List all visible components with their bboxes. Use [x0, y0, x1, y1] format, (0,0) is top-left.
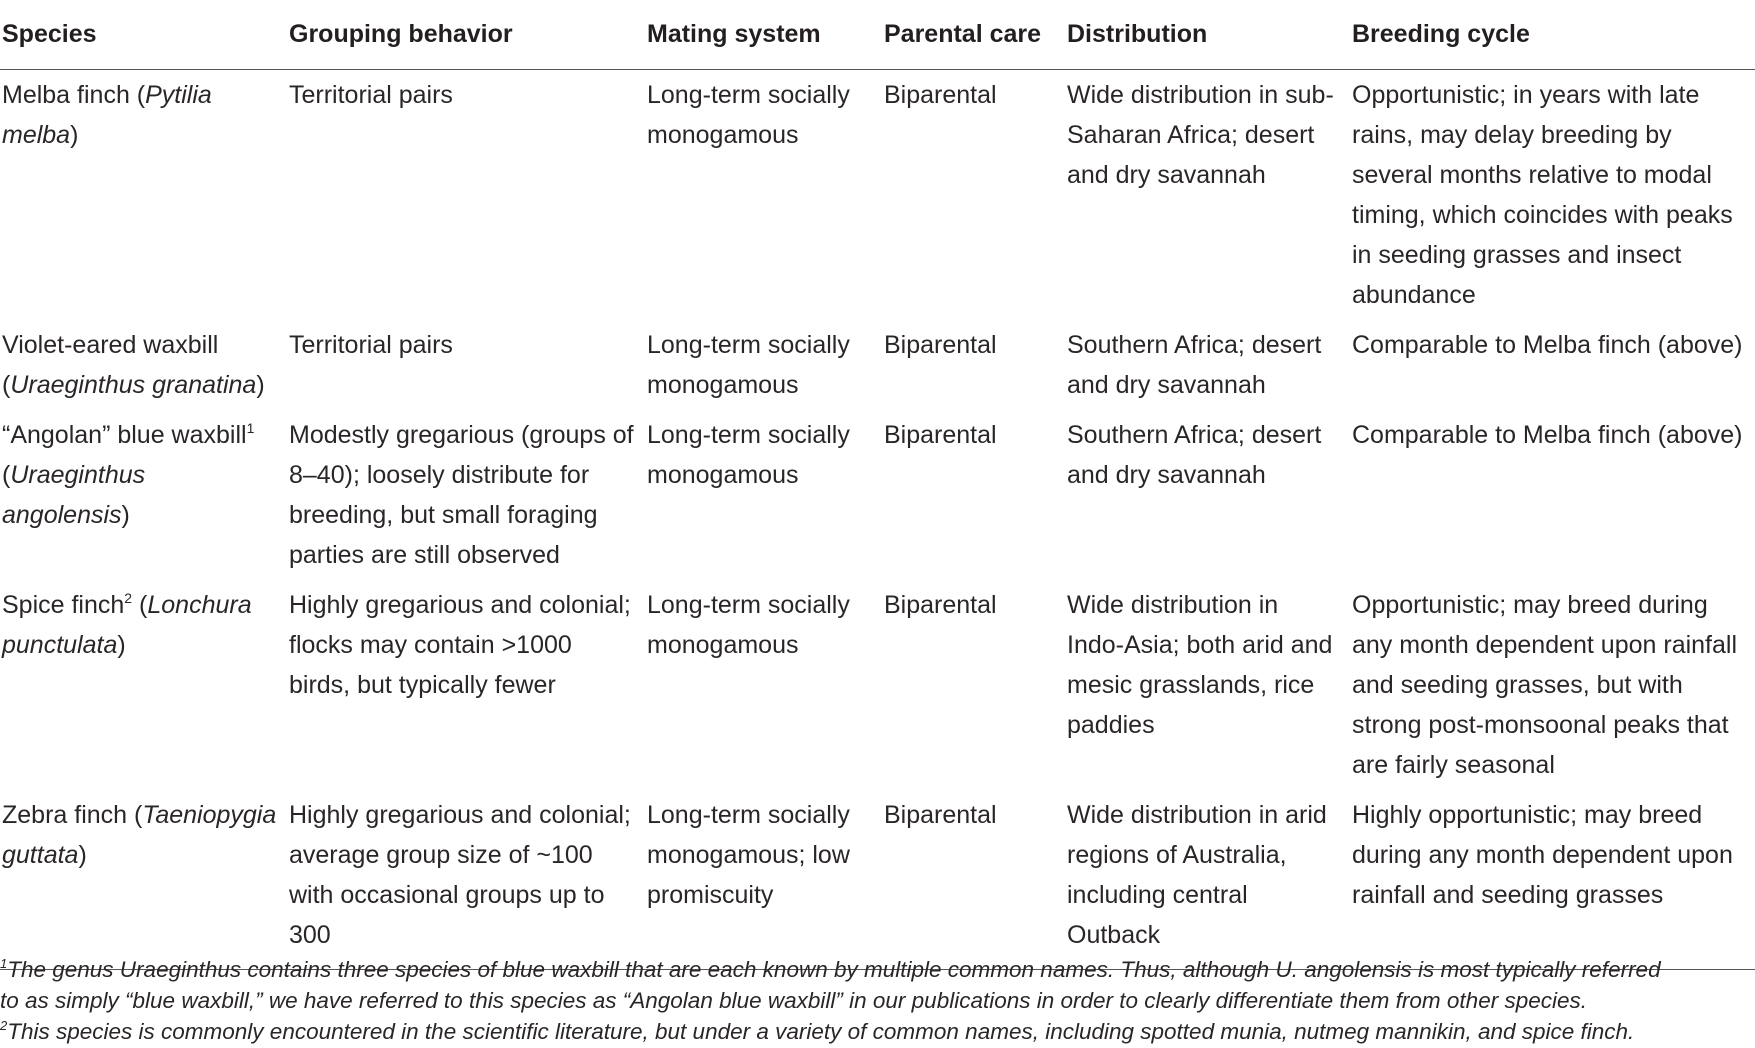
common-name: Zebra finch ( [2, 801, 143, 829]
care-cell: Biparental [884, 421, 997, 449]
mating-cell: Long-term socially monogamous [647, 81, 850, 149]
species-cell [0, 578, 287, 788]
opening-paren: ( [132, 591, 148, 619]
distribution-cell: Southern Africa; desert and dry savannah [1067, 421, 1322, 489]
closing-paren: ) [70, 121, 79, 149]
table-footnotes [0, 954, 1755, 1047]
species-cell [0, 318, 287, 408]
table-row [0, 318, 1755, 408]
care-cell: Biparental [884, 331, 997, 359]
table-row [0, 578, 1755, 788]
footnote-2-mark: 2 [0, 1018, 8, 1033]
footnote-1-text: The genus Uraeginthus contains three species of blue waxbill that are each known by multiple common names. Thus, although U. angolensis is most typically referred [7, 957, 1661, 982]
mating-cell: Long-term socially monogamous [647, 331, 850, 399]
grouping-cell: Territorial pairs [289, 331, 453, 359]
grouping-cell: Territorial pairs [289, 81, 453, 109]
care-cell: Biparental [884, 591, 997, 619]
scientific-name: Lonchura punctulata [2, 591, 252, 659]
header-mating-system: Mating system [645, 0, 882, 70]
table-row [0, 408, 1755, 578]
table-body [0, 70, 1755, 970]
mating-cell: Long-term socially monogamous; low promiscuity [645, 788, 882, 970]
species-cell [0, 70, 287, 319]
care-cell: Biparental [882, 788, 1065, 970]
distribution-cell: Southern Africa; desert and dry savannah [1067, 331, 1322, 399]
header-parental-care: Parental care [882, 0, 1065, 70]
closing-paren: ) [121, 501, 130, 529]
header-distribution: Distribution [1065, 0, 1350, 70]
header-breeding-cycle: Breeding cycle [1350, 0, 1755, 70]
grouping-cell: Modestly gregarious (groups of 8–40); loosely distribute for breeding, but small foraging parties are still observed [289, 421, 634, 569]
closing-paren: ) [256, 371, 265, 399]
common-name: Violet-eared waxbill ( [2, 331, 219, 399]
common-name: “Angolan” blue waxbill [2, 421, 247, 449]
distribution-cell: Wide distribution in arid regions of Australia, including central Outback [1065, 788, 1350, 970]
footnote-1-mark: 1 [0, 956, 8, 971]
species-cell [0, 408, 287, 578]
table-header [0, 0, 1755, 70]
footnote-2-line-1 [0, 1016, 1755, 1047]
footnote-1-line-2: to as simply “blue waxbill,” we have referred to this species as “Angolan blue waxbill” in our publications in order to clearly differentiate them from other species. [0, 988, 1587, 1013]
common-name: Melba finch ( [2, 81, 146, 109]
care-cell: Biparental [884, 81, 997, 109]
footnote-mark: 2 [124, 590, 133, 606]
footnote-1-line-1 [0, 954, 1755, 985]
scientific-name: Taeniopygia guttata [2, 801, 277, 869]
common-name: Spice finch [2, 591, 125, 619]
breeding-cell: Comparable to Melba finch (above) [1352, 331, 1743, 359]
grouping-cell: Highly gregarious and colonial; average group size of ~100 with occasional groups up to 300 [287, 788, 645, 970]
header-grouping-behavior: Grouping behavior [287, 0, 645, 70]
mating-cell: Long-term socially monogamous [647, 591, 850, 659]
table-row [0, 788, 1755, 970]
scientific-name: Pytilia melba [2, 81, 212, 149]
mating-cell: Long-term socially monogamous [647, 421, 850, 489]
breeding-cell: Highly opportunistic; may breed during any month dependent upon rainfall and seeding grasses [1350, 788, 1755, 970]
scientific-name: Uraeginthus granatina [10, 371, 257, 399]
distribution-cell: Wide distribution in sub-Saharan Africa; desert and dry savannah [1067, 81, 1334, 189]
grouping-cell: Highly gregarious and colonial; flocks may contain >1000 birds, but typically fewer [289, 591, 631, 699]
breeding-cell: Comparable to Melba finch (above) [1352, 421, 1743, 449]
closing-paren: ) [78, 841, 87, 869]
opening-paren: ( [2, 461, 11, 489]
closing-paren: ) [117, 631, 126, 659]
breeding-cell: Opportunistic; may breed during any month dependent upon rainfall and seeding grasses, but with strong post-monsoonal peaks that are fairly seasonal [1352, 591, 1738, 779]
footnote-2-text: This species is commonly encountered in the scientific literature, but under a variety of common names, including spotted munia, nutmeg mannikin, and spice finch. [7, 1019, 1635, 1044]
footnote-mark: 1 [246, 420, 255, 436]
table-row [0, 70, 1755, 319]
header-species: Species [0, 0, 287, 70]
scientific-name: Uraeginthus angolensis [2, 461, 146, 529]
species-cell [0, 788, 287, 970]
distribution-cell: Wide distribution in Indo-Asia; both arid and mesic grasslands, rice paddies [1067, 591, 1333, 739]
breeding-cell: Opportunistic; in years with late rains, may delay breeding by several months relative to modal timing, which coincides with peaks in seeding grasses and insect abundance [1352, 81, 1733, 309]
header-row [0, 0, 1755, 70]
